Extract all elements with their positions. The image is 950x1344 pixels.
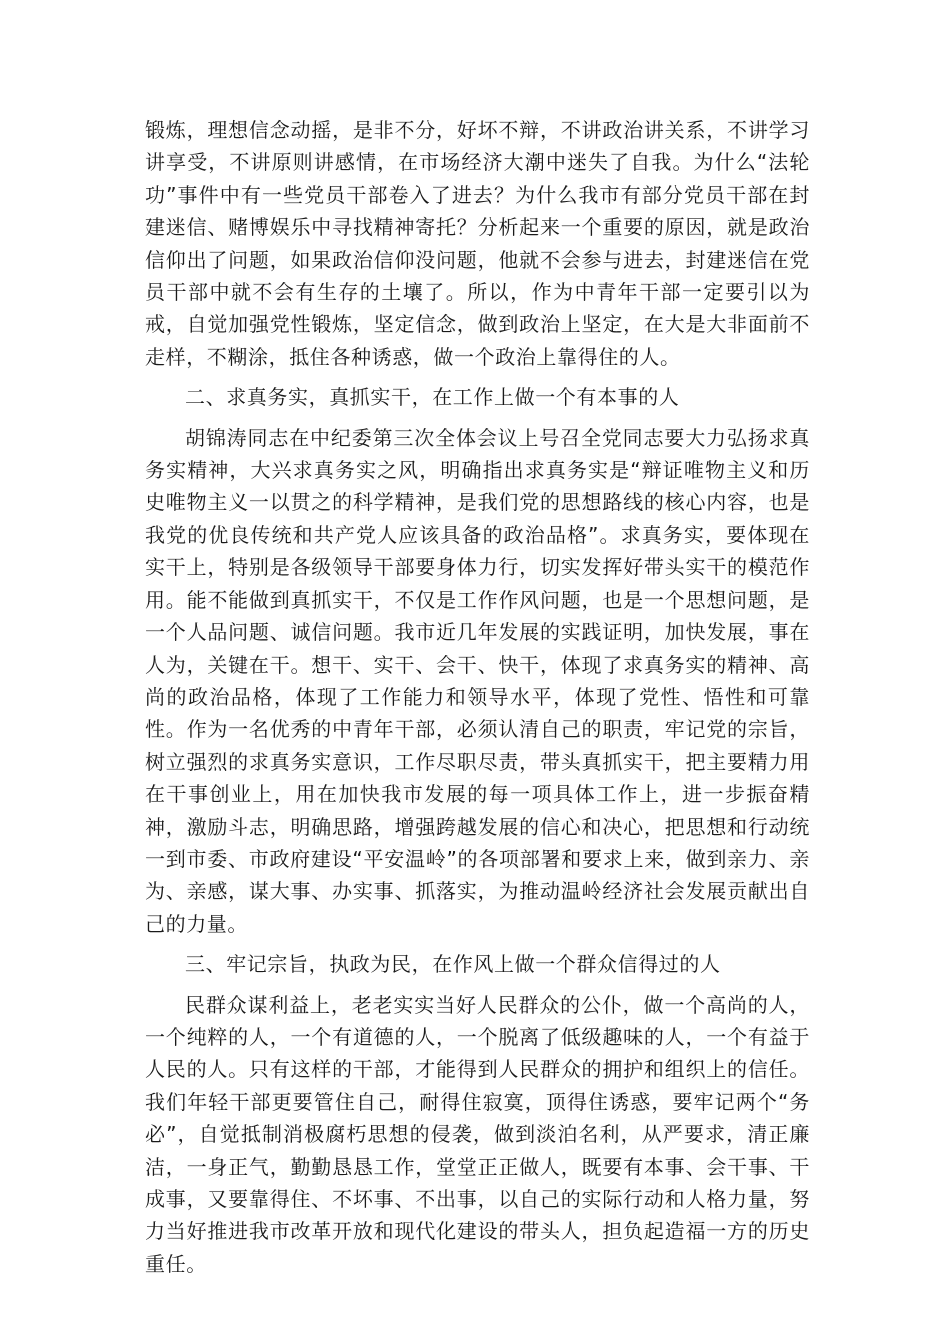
paragraph-1: 锻炼，理想信念动摇，是非不分，好坏不辩，不讲政治讲关系，不讲学习讲享受，不讲原则讲感情，在市场经济大潮中迷失了自我。为什么“法轮功”事件中有一些党员干部卷入了进去？为什么我市有部分党员干部在封建迷信、赌博娱乐中寻找精神寄托？分析起来一个重要的原因，就是政治信仰出了问题，如果政治信仰没问题，他就不会参与进去，封建迷信在党员干部中就不会有生存的土壤了。所以，作为中青年干部一定要引以为戒，自觉加强党性锻炼，坚定信念，做到政治上坚定，在大是大非面前不走样，不糊涂，抵住各种诱惑，做一个政治上靠得住的人。 — [145, 118, 810, 369]
paragraph-2: 胡锦涛同志在中纪委第三次全体会议上号召全党同志要大力弘扬求真务实精神，大兴求真务实之风，明确指出求真务实是“辩证唯物主义和历史唯物主义一以贯之的科学精神，是我们党的思想路线的核心内容，也是我党的优良传统和共产党人应该具备的政治品格”。求真务实，要体现在实干上，特别是各级领导干部要身体力行，切实发挥好带头实干的模范作用。能不能做到真抓实干，不仅是工作作风问题，也是一个思想问题，是一个人品问题、诚信问题。我市近几年发展的实践证明，加快发展，事在人为，关键在干。想干、实干、会干、快干，体现了求真务实的精神、高尚的政治品格，体现了工作能力和领导水平，体现了党性、悟性和可靠性。作为一名优秀的中青年干部，必须认清自己的职责，牢记党的宗旨，树立强烈的求真务实意识，工作尽职尽责，带头真抓实干，把主要精力用在干事创业上，用在加快我市发展的每一项具体工作上，进一步振奋精神，激励斗志，明确思路，增强跨越发展的信心和决心，把思想和行动统一到市委、市政府建设“平安温岭”的各项部署和要求上来，做到亲力、亲为、亲感，谋大事、办实事、抓落实，为推动温岭经济社会发展贡献出自己的力量。 — [145, 425, 810, 936]
section-heading-2: 二、求真务实，真抓实干，在工作上做一个有本事的人 — [185, 385, 680, 410]
paragraph-3: 民群众谋利益上，老老实实当好人民群众的公仆，做一个高尚的人，一个纯粹的人，一个有道德的人，一个脱离了低级趣味的人，一个有益于人民的人。只有这样的干部，才能得到人民群众的拥护和组织上的信任。我们年轻干部更要管住自己，耐得住寂寞，顶得住诱惑，要牢记两个“务必”，自觉抵制消极腐朽思想的侵袭，做到淡泊名利，从严要求，清正廉洁，一身正气，勤勤恳恳工作，堂堂正正做人，既要有本事、会干事、干成事，又要靠得住、不坏事、不出事，以自己的实际行动和人格力量，努力当好推进我市改革开放和现代化建设的带头人，担负起造福一方的历史重任。 — [145, 992, 810, 1276]
document-body — [145, 114, 810, 1280]
section-heading-3: 三、牢记宗旨，执政为民，在作风上做一个群众信得过的人 — [185, 952, 721, 977]
